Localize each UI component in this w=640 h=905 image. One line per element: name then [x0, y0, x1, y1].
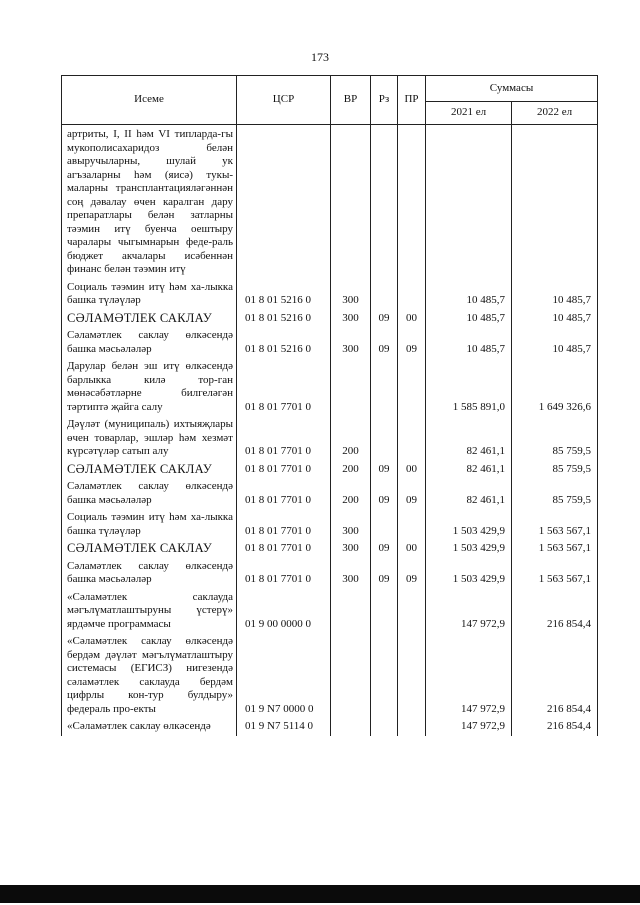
- table-row: [62, 416, 598, 461]
- row-vr: [331, 125, 371, 279]
- row-name: СӘЛАМӘТЛЕК САКЛАУ: [62, 461, 237, 479]
- row-sum-2022: 10 485,7: [512, 279, 598, 310]
- row-name: Дәүләт (муниципаль) ихтыяҗлары өчен товарлар, эшләр һәм хезмәт күрсәтүләр сатып алу: [62, 416, 237, 461]
- row-sum-2021: 147 972,9: [426, 718, 512, 736]
- row-name: Сәламәтлек саклау өлкәсендә башка мәсьәләләр: [62, 327, 237, 358]
- row-sum-2021: 147 972,9: [426, 589, 512, 634]
- row-pr: 00: [398, 310, 426, 328]
- row-csr: 01 9 N7 0000 0: [237, 633, 331, 718]
- row-csr: 01 9 00 0000 0: [237, 589, 331, 634]
- row-pr: 09: [398, 558, 426, 589]
- header-year-2022: 2022 ел: [512, 102, 598, 125]
- row-sum-2022: 85 759,5: [512, 416, 598, 461]
- row-sum-2022: 1 563 567,1: [512, 540, 598, 558]
- row-csr: 01 8 01 7701 0: [237, 478, 331, 509]
- table-header: [62, 76, 598, 125]
- table-row: [62, 558, 598, 589]
- row-pr: 00: [398, 540, 426, 558]
- row-vr: 200: [331, 461, 371, 479]
- row-pr: [398, 718, 426, 736]
- row-sum-2022: [512, 125, 598, 279]
- row-name: Сәламәтлек саклау өлкәсендә башка мәсьәләләр: [62, 478, 237, 509]
- table-row: [62, 358, 598, 416]
- page-number: 173: [311, 50, 329, 64]
- row-sum-2021: 10 485,7: [426, 279, 512, 310]
- table-row: [62, 718, 598, 736]
- row-vr: [331, 358, 371, 416]
- budget-table: [61, 75, 598, 736]
- row-sum-2021: 82 461,1: [426, 416, 512, 461]
- row-vr: 300: [331, 310, 371, 328]
- row-pr: [398, 125, 426, 279]
- scan-edge-bar: [0, 885, 640, 903]
- row-csr: 01 8 01 7701 0: [237, 461, 331, 479]
- row-rz: 09: [371, 540, 398, 558]
- row-pr: [398, 279, 426, 310]
- row-sum-2022: 85 759,5: [512, 478, 598, 509]
- row-rz: 09: [371, 461, 398, 479]
- row-sum-2022: 216 854,4: [512, 633, 598, 718]
- row-sum-2021: 82 461,1: [426, 461, 512, 479]
- header-year-2021: 2021 ел: [426, 102, 512, 125]
- row-rz: 09: [371, 310, 398, 328]
- row-vr: 300: [331, 509, 371, 540]
- row-rz: [371, 279, 398, 310]
- header-csr: ЦСР: [237, 76, 331, 125]
- row-name: Социаль тәэмин итү һәм ха-лыкка башка түләүләр: [62, 279, 237, 310]
- row-sum-2021: 147 972,9: [426, 633, 512, 718]
- row-sum-2022: 1 563 567,1: [512, 558, 598, 589]
- row-rz: [371, 358, 398, 416]
- table-body: [62, 125, 598, 736]
- table-row: [62, 509, 598, 540]
- row-csr: 01 8 01 5216 0: [237, 279, 331, 310]
- row-name: СӘЛАМӘТЛЕК САКЛАУ: [62, 540, 237, 558]
- table-row: [62, 633, 598, 718]
- row-sum-2021: [426, 125, 512, 279]
- row-sum-2022: 1 649 326,6: [512, 358, 598, 416]
- row-name: «Сәламәтлек саклауда мәгълүматлаштыруны үстерү» ярдәмче программасы: [62, 589, 237, 634]
- row-vr: 300: [331, 327, 371, 358]
- row-name: «Сәламәтлек саклау өлкәсендә: [62, 718, 237, 736]
- row-vr: 300: [331, 279, 371, 310]
- table-row: [62, 589, 598, 634]
- row-name: СӘЛАМӘТЛЕК САКЛАУ: [62, 310, 237, 328]
- row-name: «Сәламәтлек саклау өлкәсендә бердәм дәүләт мәгълүматлаштыру системасы (ЕГИСЗ) нигезендә сәламәтлек саклауда бердәм цифрлы кон-тур булдыру» федераль про-екты: [62, 633, 237, 718]
- row-pr: 09: [398, 478, 426, 509]
- row-sum-2022: 1 563 567,1: [512, 509, 598, 540]
- row-vr: [331, 718, 371, 736]
- row-pr: [398, 509, 426, 540]
- row-rz: [371, 125, 398, 279]
- row-sum-2021: 10 485,7: [426, 327, 512, 358]
- row-name: Дарулар белән эш итү өлкәсендә барлыкка килә тор-ган мөнәсәбәтләрне билгеләгән тәртиптә җайга салу: [62, 358, 237, 416]
- row-csr: 01 8 01 5216 0: [237, 310, 331, 328]
- header-vr: ВР: [331, 76, 371, 125]
- row-rz: [371, 718, 398, 736]
- row-sum-2021: 82 461,1: [426, 478, 512, 509]
- table-row: [62, 461, 598, 479]
- row-name: артриты, I, II һәм VI типларда-гы мукополисахаридоз белән авыручыларны, шулай ук агъзаларны һәм (яисә) тукы-маларны трансплантацияләгәннән соң дәвалау өчен каралган дару препаратлары белән затларны тәэмин итү буенча оештыру чаралары чыгымнарын феде-раль бюджет акчалары исәбеннән финанс белән тәэмин итү: [62, 125, 237, 279]
- row-csr: 01 8 01 7701 0: [237, 558, 331, 589]
- row-vr: 200: [331, 416, 371, 461]
- row-sum-2021: 1 503 429,9: [426, 558, 512, 589]
- row-csr: 01 8 01 7701 0: [237, 540, 331, 558]
- row-sum-2021: 1 585 891,0: [426, 358, 512, 416]
- row-rz: [371, 509, 398, 540]
- row-csr: 01 8 01 7701 0: [237, 416, 331, 461]
- row-rz: 09: [371, 327, 398, 358]
- table-row: [62, 540, 598, 558]
- row-vr: [331, 589, 371, 634]
- row-rz: [371, 589, 398, 634]
- row-rz: [371, 633, 398, 718]
- table-row: [62, 327, 598, 358]
- row-sum-2021: 1 503 429,9: [426, 540, 512, 558]
- table-row: [62, 125, 598, 279]
- row-rz: 09: [371, 558, 398, 589]
- row-name: Социаль тәэмин итү һәм ха-лыкка башка түләүләр: [62, 509, 237, 540]
- row-vr: 300: [331, 540, 371, 558]
- row-sum-2022: 10 485,7: [512, 310, 598, 328]
- header-sums: Суммасы: [426, 76, 598, 102]
- row-pr: [398, 633, 426, 718]
- header-name: Исеме: [62, 76, 237, 125]
- row-csr: 01 9 N7 5114 0: [237, 718, 331, 736]
- header-rz: Рз: [371, 76, 398, 125]
- row-sum-2022: 216 854,4: [512, 718, 598, 736]
- row-csr: [237, 125, 331, 279]
- row-sum-2022: 10 485,7: [512, 327, 598, 358]
- row-sum-2021: 10 485,7: [426, 310, 512, 328]
- row-pr: [398, 589, 426, 634]
- table-row: [62, 310, 598, 328]
- row-pr: 09: [398, 327, 426, 358]
- table-row: [62, 279, 598, 310]
- row-pr: [398, 416, 426, 461]
- row-csr: 01 8 01 5216 0: [237, 327, 331, 358]
- row-sum-2022: 216 854,4: [512, 589, 598, 634]
- table-row: [62, 478, 598, 509]
- row-sum-2022: 85 759,5: [512, 461, 598, 479]
- row-csr: 01 8 01 7701 0: [237, 358, 331, 416]
- header-pr: ПР: [398, 76, 426, 125]
- row-sum-2021: 1 503 429,9: [426, 509, 512, 540]
- row-name: Сәламәтлек саклау өлкәсендә башка мәсьәләләр: [62, 558, 237, 589]
- row-rz: 09: [371, 478, 398, 509]
- row-vr: [331, 633, 371, 718]
- row-vr: 200: [331, 478, 371, 509]
- row-rz: [371, 416, 398, 461]
- row-csr: 01 8 01 7701 0: [237, 509, 331, 540]
- row-pr: [398, 358, 426, 416]
- row-pr: 00: [398, 461, 426, 479]
- row-vr: 300: [331, 558, 371, 589]
